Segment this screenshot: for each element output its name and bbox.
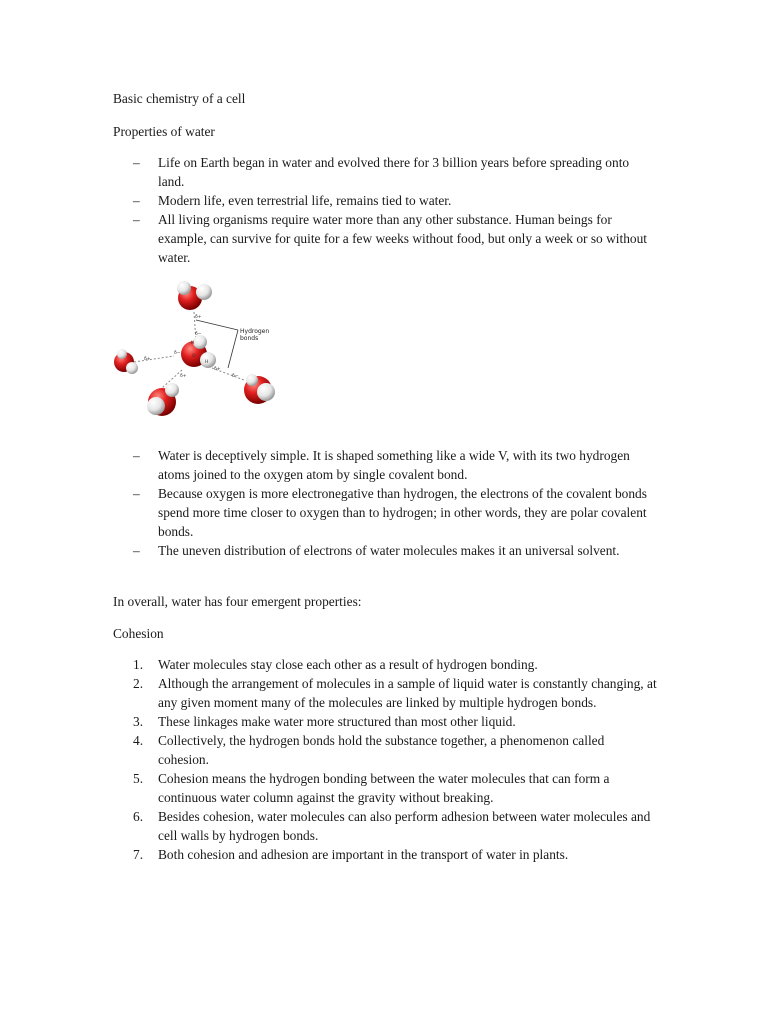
list-item-text: Collectively, the hydrogen bonds hold the substance together, a phenomenon called cohesion.: [158, 733, 605, 767]
list-number: 2.: [133, 676, 144, 691]
list-item: [113, 674, 658, 712]
water-molecule-bottom-right: [244, 374, 275, 404]
charge-label: δ+: [180, 374, 187, 379]
charge-label: δ+: [214, 367, 221, 372]
charge-label: δ+: [144, 357, 151, 362]
list-item: [113, 769, 658, 807]
dash-bullet: –: [133, 448, 140, 463]
svg-text:bonds: bonds: [240, 335, 259, 342]
list-item-text: Water molecules stay close each other as a result of hydrogen bonding.: [158, 657, 538, 672]
list-item-text: Water is deceptively simple. It is shaped something like a wide V, with its two hydrogen atoms joined to the oxygen atom by single covalent bond.: [158, 448, 630, 482]
charge-label: H: [205, 360, 209, 365]
charge-label: δ−: [232, 374, 239, 379]
list-number: 6.: [133, 809, 144, 824]
list-item: [113, 807, 658, 845]
charge-label: O: [192, 354, 196, 359]
intro-bullet-list: [113, 153, 658, 267]
list-number: 3.: [133, 714, 144, 729]
list-item: [113, 541, 658, 560]
list-number: 7.: [133, 847, 144, 862]
list-item-text: Besides cohesion, water molecules can also perform adhesion between water molecules and cell walls by hydrogen bonds.: [158, 809, 651, 843]
list-number: 4.: [133, 733, 144, 748]
document-title: Basic chemistry of a cell: [113, 91, 246, 106]
charge-label: H: [191, 341, 195, 346]
dash-bullet: –: [133, 543, 140, 558]
list-item: [113, 191, 658, 210]
list-item: [113, 446, 658, 484]
list-item: [113, 712, 658, 731]
water-hydrogen-bonds-figure: [112, 280, 287, 420]
list-item-text: All living organisms require water more than any other substance. Human beings for example, can survive for quite for a few weeks without food, but only a week or so without water.: [158, 212, 647, 265]
dash-bullet: –: [133, 155, 140, 170]
water-bullet-list: [113, 446, 658, 560]
water-molecule-top: [177, 281, 212, 310]
list-item-text: Life on Earth began in water and evolved there for 3 billion years before spreading onto land.: [158, 155, 630, 189]
hydrogen-bonds-label: [240, 328, 269, 342]
list-item-text: Because oxygen is more electronegative than hydrogen, the electrons of the covalent bonds spend more time closer to oxygen than to hydrogen; in other words, they are polar covalent bonds.: [158, 486, 647, 539]
list-number: 1.: [133, 657, 144, 672]
list-item-text: Although the arrangement of molecules in a sample of liquid water is constantly changing, at any given moment many of the molecules are linked by multiple hydrogen bonds.: [158, 676, 657, 710]
water-molecule-center: [181, 335, 216, 368]
overall-text: In overall, water has four emergent properties:: [113, 594, 362, 609]
list-item-text: Cohesion means the hydrogen bonding between the water molecules that can form a continuous water column against the gravity without breaking.: [158, 771, 610, 805]
water-molecules-illustration: [112, 280, 287, 420]
list-item: [113, 484, 658, 541]
dash-bullet: –: [133, 212, 140, 227]
charge-label: δ+: [195, 315, 202, 320]
list-item: [113, 731, 658, 769]
svg-text:Hydrogen: Hydrogen: [240, 328, 270, 335]
water-molecule-bottom-left: [147, 383, 179, 416]
list-item: [113, 210, 658, 267]
section-heading-cohesion: Cohesion: [113, 626, 164, 641]
list-item: [113, 655, 658, 674]
list-item-text: The uneven distribution of electrons of water molecules makes it an universal solvent.: [158, 543, 620, 558]
charge-label: δ−: [174, 351, 181, 356]
list-item-text: Both cohesion and adhesion are important in the transport of water in plants.: [158, 847, 569, 862]
list-item: [113, 845, 658, 864]
list-item: [113, 153, 658, 191]
section-heading-water: Properties of water: [113, 124, 215, 139]
cohesion-numbered-list: [113, 655, 658, 864]
charge-label: δ−: [195, 332, 202, 337]
list-number: 5.: [133, 771, 144, 786]
list-item-text: Modern life, even terrestrial life, remains tied to water.: [158, 193, 452, 208]
dash-bullet: –: [133, 193, 140, 208]
list-item-text: These linkages make water more structured than most other liquid.: [158, 714, 516, 729]
dash-bullet: –: [133, 486, 140, 501]
